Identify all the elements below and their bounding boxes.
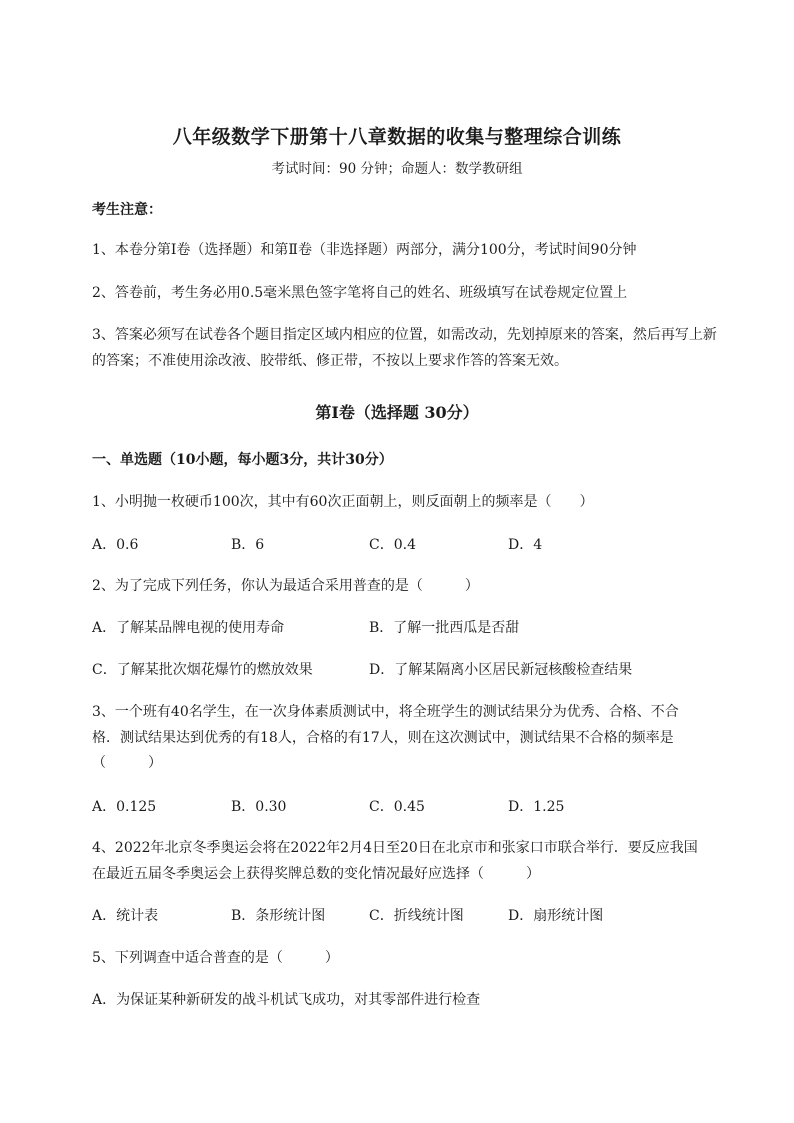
option-b: B．0.30	[231, 799, 287, 815]
option-c: C．0.4	[369, 537, 416, 553]
option-a: A．0.125	[92, 799, 157, 815]
notice-heading: 考生注意：	[92, 202, 162, 218]
question-stem: 3、一个班有40名学生，在一次身体素质测试中，将全班学生的测试结果分为优秀、合格、不合	[92, 704, 679, 720]
part-heading: 一、单选题（10小题，每小题3分，共计30分）	[92, 452, 393, 468]
option-a: A．0.6	[92, 537, 139, 553]
page-title: 八年级数学下册第十八章数据的收集与整理综合训练	[172, 126, 622, 148]
section-title: 第I卷（选择题 30分）	[315, 403, 479, 422]
option-c: C．了解某批次烟花爆竹的燃放效果	[92, 662, 313, 678]
notice-item: 2、答卷前，考生务必用0.5毫米黑色签字笔将自己的姓名、班级填写在试卷规定位置上	[92, 285, 628, 301]
question-stem: 格．测试结果达到优秀的有18人，合格的有17人，则在这次测试中，测试结果不合格的频率是	[92, 730, 674, 746]
option-c: C．0.45	[369, 799, 425, 815]
notice-item: 的答案；不准使用涂改液、胶带纸、修正带，不按以上要求作答的答案无效。	[92, 353, 568, 369]
option-d: D．了解某隔离小区居民新冠核酸检查结果	[369, 662, 633, 678]
exam-info: 考试时间：90 分钟；命题人：数学教研组	[271, 161, 523, 177]
option-d: D．扇形统计图	[508, 908, 604, 924]
option-b: B．了解一批西瓜是否甜	[369, 620, 520, 636]
question-stem: （ ）	[92, 755, 162, 771]
option-a: A．统计表	[92, 908, 159, 924]
question-stem: 4、2022年北京冬季奥运会将在2022年2月4日至20日在北京市和张家口市联合举行．要反应我国	[92, 840, 698, 856]
question-stem: 1、小明抛一枚硬币100次，其中有60次正面朝上，则反面朝上的频率是（ ）	[92, 494, 594, 510]
option-c: C．折线统计图	[369, 908, 464, 924]
option-a: A．为保证某种新研发的战斗机试飞成功，对其零部件进行检查	[92, 992, 481, 1008]
question-stem: 5、下列调查中适合普查的是（ ）	[92, 950, 339, 966]
notice-item: 1、本卷分第I卷（选择题）和第Ⅱ卷（非选择题）两部分，满分100分，考试时间90分钟	[92, 242, 637, 258]
question-stem: 2、为了完成下列任务，你认为最适合采用普查的是（ ）	[92, 578, 479, 594]
option-d: D．1.25	[508, 799, 565, 815]
notice-item: 3、答案必须写在试卷各个题目指定区域内相应的位置，如需改动，先划掉原来的答案，然后再写上新	[92, 327, 717, 343]
option-d: D．4	[508, 537, 543, 553]
option-b: B．条形统计图	[231, 908, 326, 924]
question-stem: 在最近五届冬季奥运会上获得奖牌总数的变化情况最好应选择（ ）	[92, 866, 540, 882]
option-b: B．6	[231, 537, 265, 553]
option-a: A．了解某品牌电视的使用寿命	[92, 620, 285, 636]
